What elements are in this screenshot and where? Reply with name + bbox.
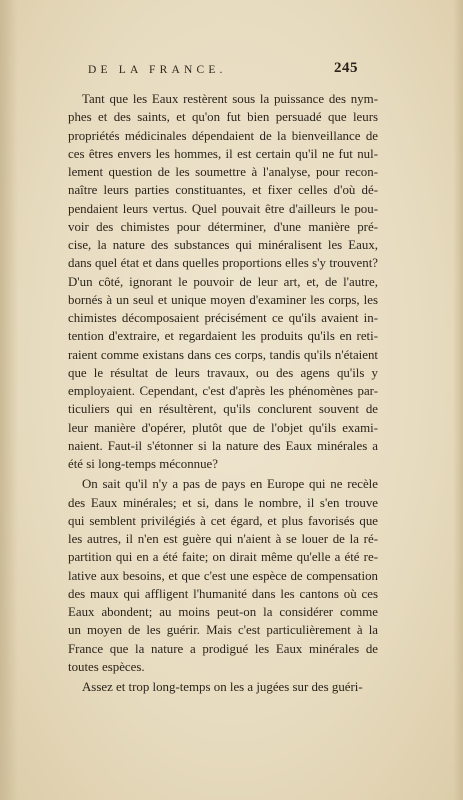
- text-line: phes et des saints, et qu'on fut bien persuadé que leurs: [68, 110, 378, 125]
- text-line: été si long-temps méconnue?: [68, 457, 218, 471]
- text-line: cise, la nature des substances qui minéralisent les Eaux,: [68, 238, 378, 252]
- text-line: raient comme existans dans ces corps, tandis qu'ils n'étaient: [68, 347, 378, 362]
- text-line: ces êtres envers les hommes, il est certain qu'il ne fut nul-: [68, 146, 378, 161]
- text-line: bornés à un seul et unique moyen d'examiner les corps, les: [68, 292, 378, 307]
- text-line: que le résultat de leurs travaux, ou des agens qu'ils y: [68, 365, 378, 380]
- text-line: Assez et trop long-temps on les a jugées sur des guéri-: [82, 680, 363, 694]
- text-line: partition qui en a été faite; on dirait même qu'elle a été re-: [68, 550, 378, 565]
- page-edge-shadow: [453, 0, 463, 800]
- text-line: qui semblent privilégiés à cet égard, et plus favorisés que: [68, 513, 378, 528]
- text-line: des Eaux minérales; et si, dans le nombre, il s'en trouve: [68, 495, 378, 510]
- text-line: ticuliers qui en résultèrent, qu'ils conclurent souvent de: [68, 402, 378, 417]
- text-line: leur manière d'opérer, plutôt que de l'objet qu'ils exami-: [68, 420, 378, 435]
- running-header: DE LA FRANCE.: [88, 64, 227, 76]
- paragraph-3: [68, 678, 378, 696]
- paragraph-1: [68, 90, 378, 473]
- text-line: Eaux abondent; au moins peut-on la considérer comme: [68, 605, 378, 619]
- text-line: les autres, il n'en est guère qui n'aient à se louer de la ré-: [68, 532, 378, 546]
- body-text: [68, 90, 378, 696]
- gutter-shadow: [0, 0, 18, 800]
- text-line: chimistes décomposaient précisément ce qu'ils avaient in-: [68, 311, 378, 325]
- text-line: D'un côté, ignorant le pouvoir de leur art, et, de l'autre,: [68, 274, 378, 289]
- text-line: pendaient leurs vertus. Quel pouvait être d'ailleurs le pou-: [68, 201, 378, 216]
- text-line: naître leurs parties constituantes, et fixer celles d'où dé-: [68, 183, 378, 198]
- paragraph-2: [68, 475, 378, 676]
- text-line: tention d'extraire, et regardaient les produits qu'ils en reti-: [68, 329, 378, 344]
- text-line: propriétés médicinales dépendaient de la bienveillance de: [68, 128, 378, 143]
- text-line: lative aux besoins, et que c'est une espèce de compensation: [68, 568, 378, 583]
- text-line: dans quel état et dans quelles proportions elles s'y trouvent?: [68, 256, 378, 271]
- text-line: employaient. Cependant, c'est d'après les phénomènes par-: [68, 384, 378, 398]
- text-line: toutes espèces.: [68, 659, 145, 674]
- text-line: On sait qu'il n'y a pas de pays en Europe qui ne recèle: [82, 477, 378, 492]
- text-line: lement question de les soumettre à l'analyse, pour recon-: [68, 165, 378, 179]
- text-line: un moyen de les guérir. Mais c'est particulièrement à la: [68, 623, 378, 638]
- text-line: France que la nature a prodigué les Eaux minérales de: [68, 641, 378, 656]
- text-line: Tant que les Eaux restèrent sous la puissance des nym-: [82, 92, 378, 106]
- text-line: voir des chimistes pour déterminer, d'une manière pré-: [68, 219, 378, 234]
- text-line: naient. Faut-il s'étonner si la nature des Eaux minérales a: [68, 438, 378, 453]
- page-number: 245: [334, 60, 358, 76]
- text-line: des maux qui affligent l'humanité dans les cantons où ces: [68, 586, 378, 601]
